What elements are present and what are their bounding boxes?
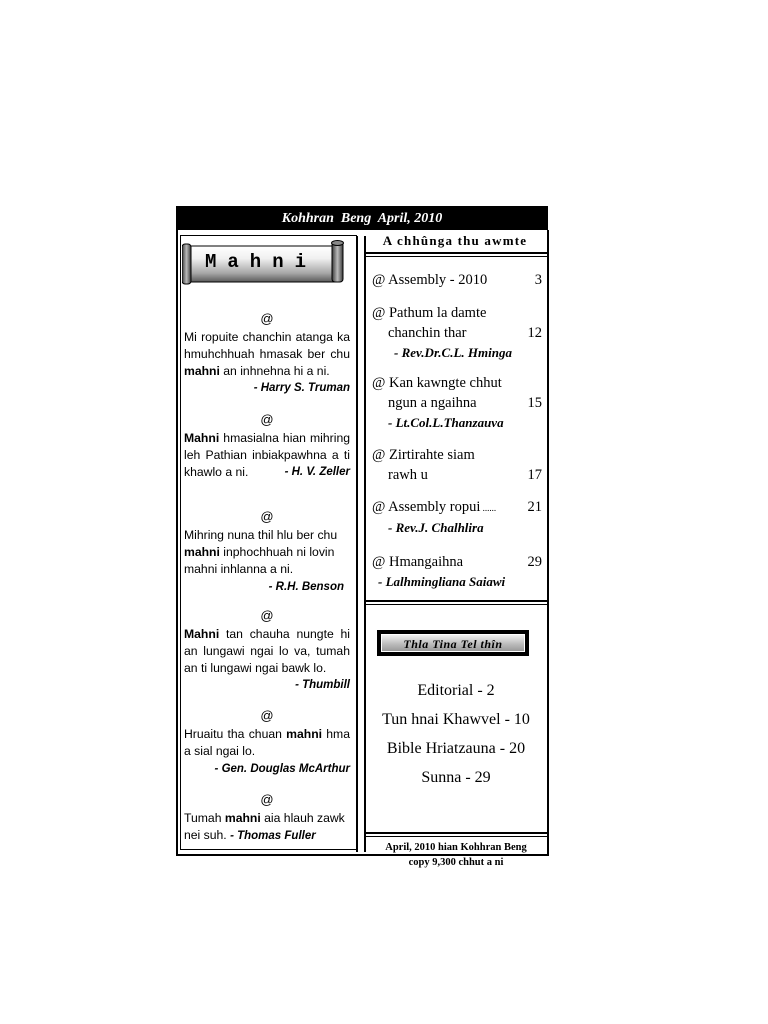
toc-line: [372, 373, 542, 393]
contents-title-rule: [364, 252, 548, 254]
toc-page: 3: [534, 272, 542, 288]
banner-title: Mahni: [204, 251, 317, 273]
quote-author: - H. V. Zeller: [284, 466, 350, 478]
toc-title: @ Assembly - 2010: [372, 272, 488, 288]
quote-author: - R.H. Benson: [268, 581, 344, 593]
toc-line: [372, 497, 542, 518]
quote-text-pre: Hruaitu tha chuan: [184, 727, 287, 741]
quote-text-post: an inhnehna hi a ni.: [219, 364, 330, 378]
print-run-line: April, 2010 hian Kohhran Beng: [385, 842, 527, 853]
quote-text: [184, 527, 350, 578]
quote-keyword: mahni: [224, 811, 261, 825]
toc-title: @ Hmangaihna: [372, 554, 464, 570]
toc-author: - Lalhmingliana Saiawi: [378, 574, 506, 589]
quote-author: - Thumbill: [295, 679, 350, 691]
toc-author: - Lt.Col.L.Thanzauva: [388, 415, 504, 430]
quote-text-pre: Mihring nuna thil hlu ber chu: [184, 528, 338, 542]
toc-item: [372, 373, 542, 433]
regular-sections-list: [364, 676, 548, 792]
toc-item: [372, 303, 542, 363]
toc-line: [372, 270, 542, 290]
toc-line: [372, 465, 542, 485]
toc-leader-dots: ......: [480, 503, 497, 513]
thla-tina-tel-thin-plate: [377, 630, 529, 656]
quote-marker: @: [260, 608, 274, 623]
quote-text: [184, 726, 350, 760]
toc-line: [372, 445, 542, 465]
quote-author-line: [184, 760, 350, 778]
quote-marker: @: [260, 311, 274, 326]
quote-author: - Gen. Douglas McArthur: [214, 763, 350, 775]
quote-keyword: Mahni: [184, 431, 220, 445]
quote-2: [184, 411, 350, 481]
toc-item: [372, 270, 542, 290]
quote-text: [184, 430, 350, 481]
toc-title: @ Zirtirahte siam: [372, 447, 475, 463]
quote-text-pre: Mi ropuite chanchin atanga ka hmuhchhuah hmasak ber chu: [184, 330, 350, 361]
section-item: Bible Hriatzauna - 20: [386, 740, 526, 757]
toc-title-cont: chanchin thar: [388, 325, 467, 341]
quote-text-post: tan chauha nungte hi an lungawi ngai lo va, tumah an ti lungawi ngai bawk lo.: [184, 627, 350, 675]
toc-line: [372, 393, 542, 413]
mahni-scroll-banner: [182, 240, 346, 284]
magazine-page: [176, 206, 548, 868]
quote-marker: @: [260, 708, 274, 723]
toc-page: 21: [527, 499, 542, 515]
toc-author: - Rev.J. Chalhlira: [388, 520, 484, 535]
section-item: Sunna - 29: [421, 769, 491, 786]
contents-title: A chhûnga thu awmte: [382, 233, 528, 248]
quote-author-line: [184, 578, 350, 596]
contents-bottom-rule-2: [364, 604, 548, 605]
quote-author: - Harry S. Truman: [253, 382, 350, 394]
quote-keyword: mahni: [184, 545, 220, 559]
quote-3: [184, 508, 350, 596]
quote-marker: @: [260, 412, 274, 427]
quote-keyword: mahni: [184, 364, 220, 378]
quote-5: [184, 707, 350, 778]
toc-line: [372, 552, 542, 572]
quote-text-post: aia hlauh zawk nei suh.: [184, 811, 345, 842]
toc-page: 12: [527, 325, 542, 341]
contents-title-rule-2: [364, 256, 548, 257]
contents-column: [364, 230, 548, 868]
toc-page: 29: [527, 554, 542, 570]
footer-top-rule: [364, 832, 548, 834]
toc-title: @ Assembly ropui: [372, 499, 481, 515]
toc-item: [372, 552, 542, 592]
quote-text: [184, 810, 350, 845]
toc-item: [372, 445, 542, 485]
quote-keyword: Mahni: [184, 627, 220, 641]
footer-top-rule-2: [364, 836, 548, 837]
quote-text-post: hma a sial ngai lo.: [184, 727, 350, 758]
toc-title: @ Pathum la damte: [372, 305, 487, 321]
quote-text: [184, 329, 350, 394]
quote-keyword: mahni: [286, 727, 323, 741]
toc-line: [372, 303, 542, 323]
section-item: Editorial - 2: [417, 682, 495, 699]
quote-text-post: inphochhuah ni lovin mahni inhlanna a ni.: [184, 545, 335, 576]
quotes-column: [176, 230, 356, 856]
toc-line: [372, 323, 542, 343]
print-run-line: copy 9,300 chhut a ni: [408, 857, 504, 868]
quote-4: [184, 607, 350, 694]
quote-text-pre: Tumah: [184, 811, 225, 825]
toc-item: [372, 497, 542, 538]
toc-author: - Rev.Dr.C.L. Hminga: [394, 345, 512, 360]
quote-marker: @: [260, 792, 274, 807]
section-item: Tun hnai Khawvel - 10: [382, 711, 530, 728]
print-run-note: [364, 840, 548, 870]
toc-page: 17: [527, 467, 542, 483]
quote-6: [184, 791, 350, 845]
toc-title: @ Kan kawngte chhut: [372, 375, 502, 391]
contents-bottom-rule: [364, 600, 548, 602]
page-header: Kohhran Beng April, 2010: [176, 206, 548, 230]
quote-text: [184, 626, 350, 691]
plate-label: Thla Tina Tel thîn: [381, 634, 525, 652]
toc-title-cont: ngun a ngaihna: [388, 395, 477, 411]
quote-author: - Thomas Fuller: [230, 830, 316, 842]
toc-title-cont: rawh u: [388, 467, 428, 483]
quote-marker: @: [260, 509, 274, 524]
quote-text-post: hmasialna hian mihring leh Pathian inbiakpawhna a ti khawlo a ni.: [184, 431, 350, 479]
toc-page: 15: [527, 395, 542, 411]
column-divider-left: [356, 236, 358, 852]
quote-1: [184, 310, 350, 397]
